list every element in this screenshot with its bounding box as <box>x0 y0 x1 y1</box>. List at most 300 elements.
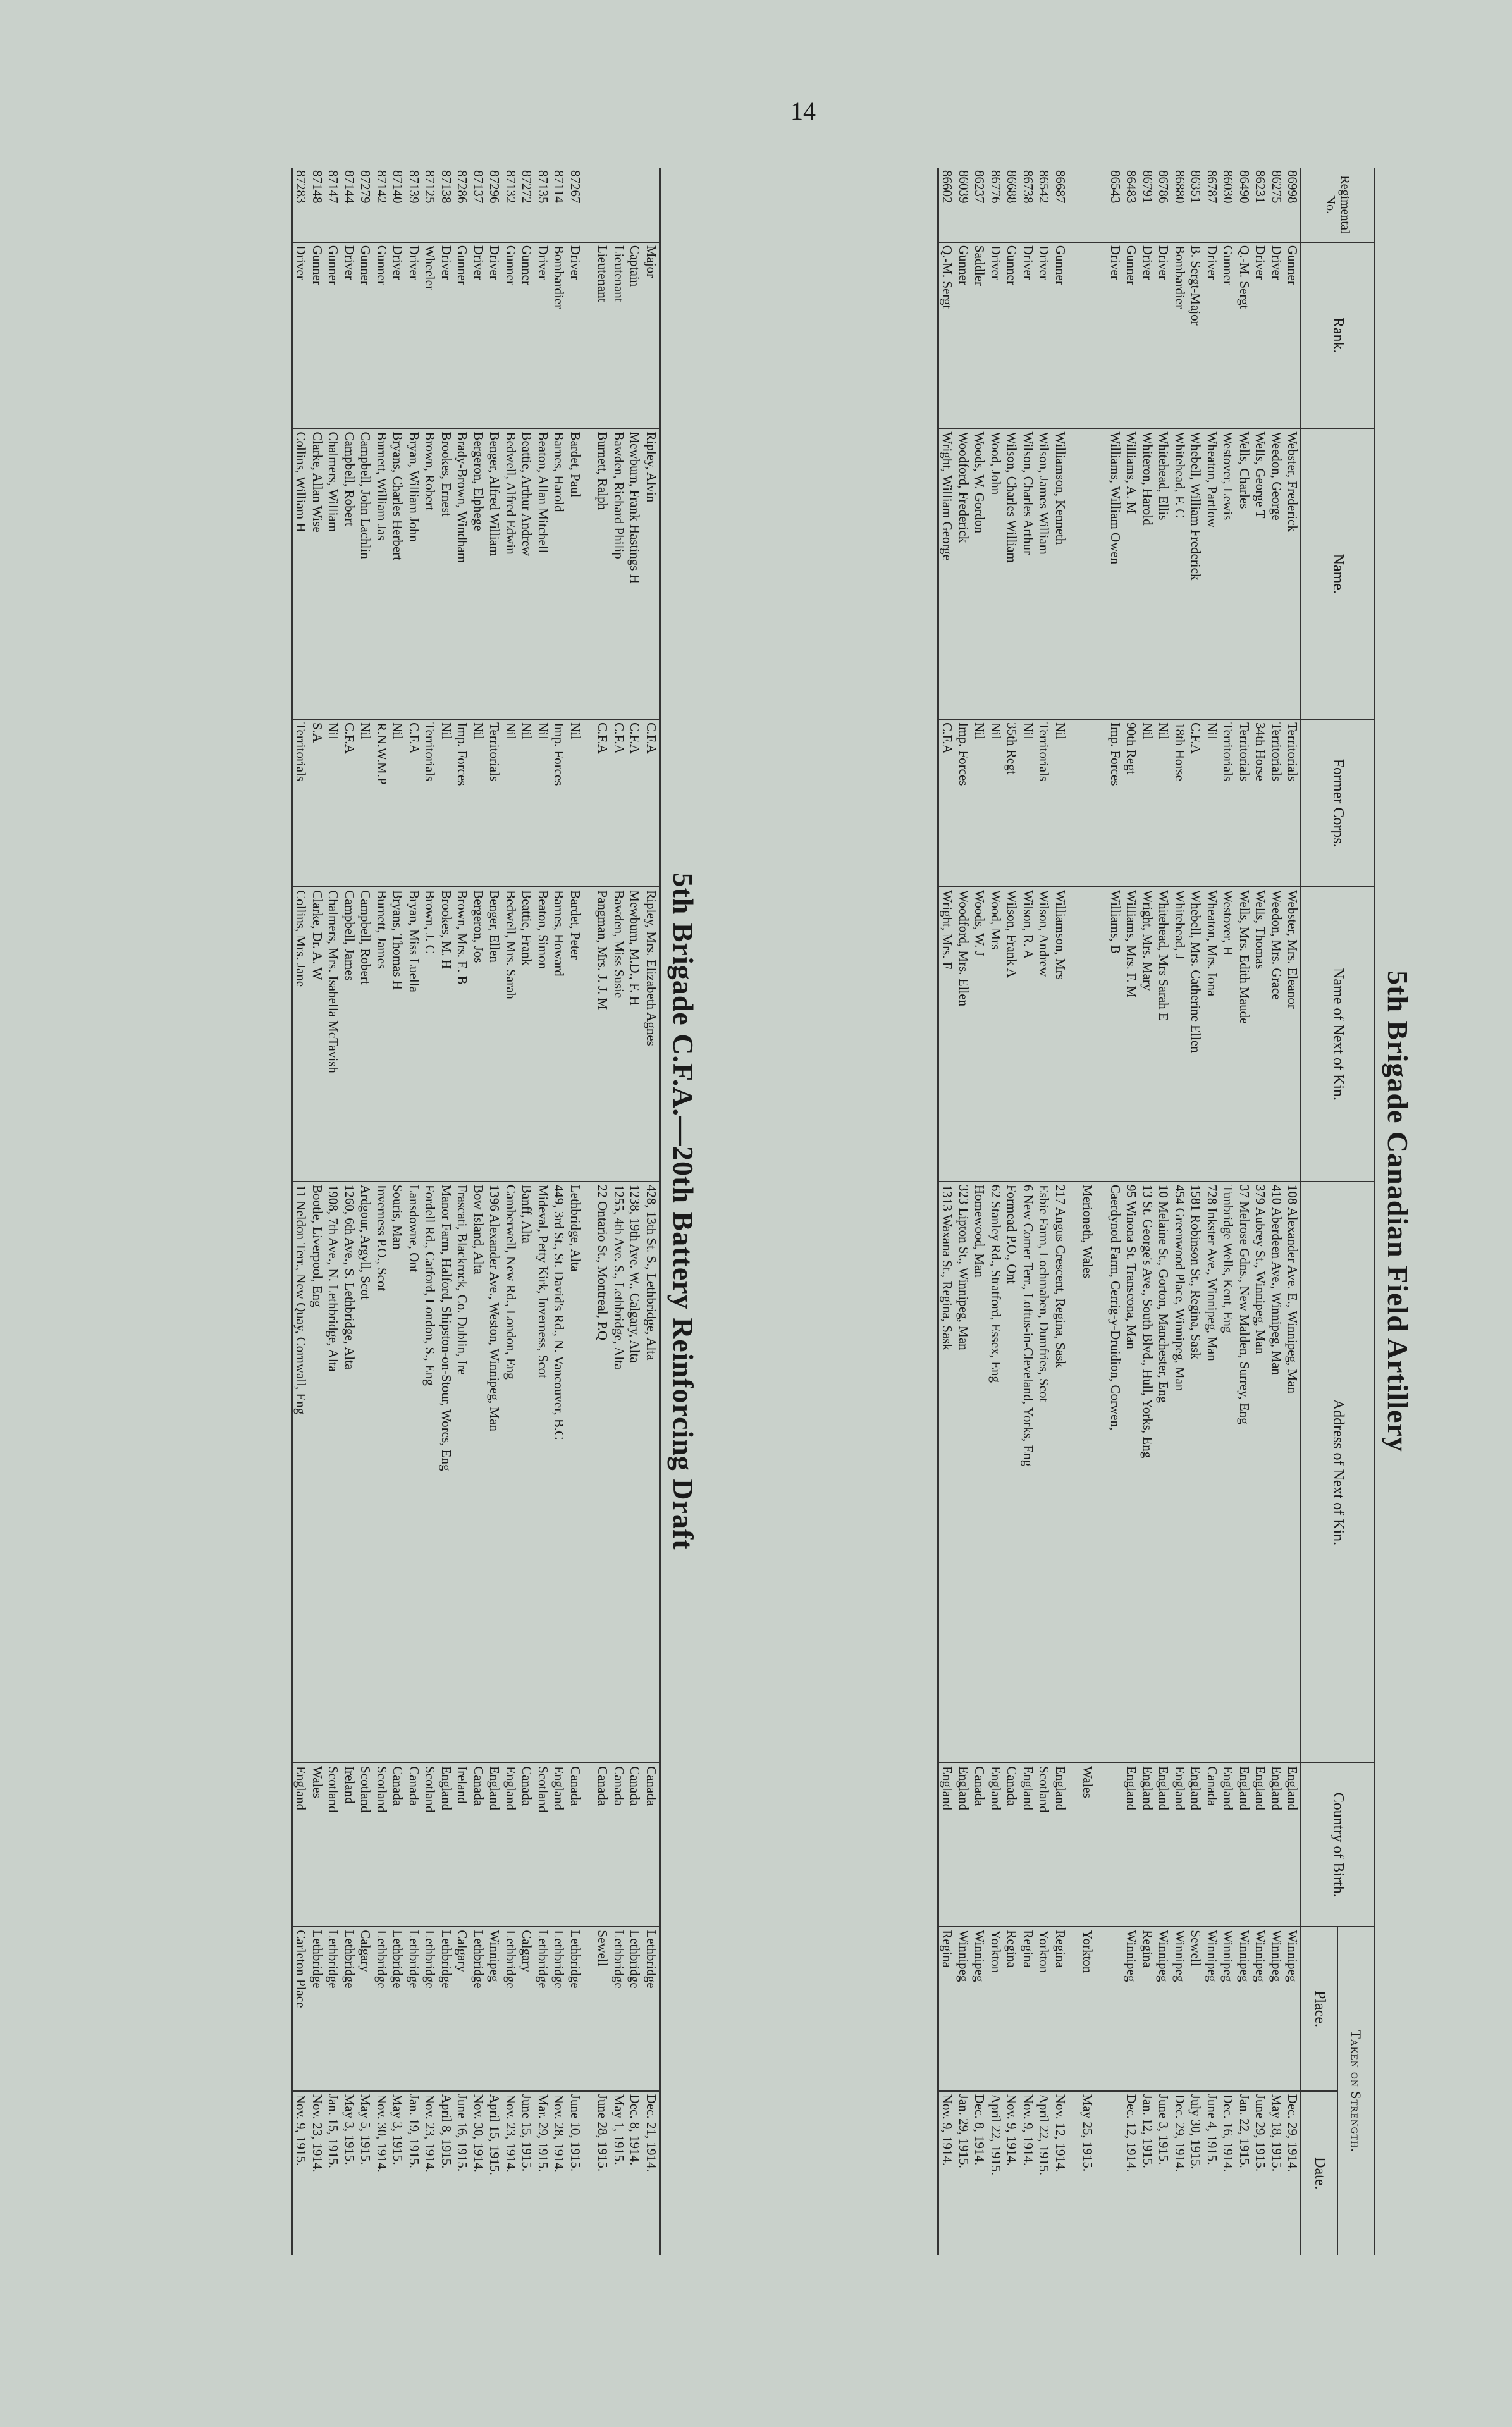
cell-date: April 8, 1915. <box>438 2091 455 2255</box>
spacer-cell <box>1096 168 1107 242</box>
header-place: Place. <box>1301 1927 1338 2090</box>
cell-address: Manor Farm, Halford, Shipston-on-Stour, Worcs, Eng <box>438 1182 455 1763</box>
cell-former-corps: C.F.A <box>643 719 660 887</box>
cell-country: England <box>1236 1763 1253 1927</box>
cell-country: England <box>988 1763 1004 1927</box>
table-row <box>1284 168 1301 2255</box>
cell-date: Nov. 23, 1914. <box>503 2091 519 2255</box>
cell-regimental-no: 87144 <box>342 170 357 204</box>
table-row <box>594 168 611 2255</box>
cell-next-of-kin: Barnes, Howard <box>551 887 567 1182</box>
cell-place: Regina <box>938 1927 956 2090</box>
cell-date: June 3, 1915. <box>1155 2091 1172 2255</box>
cell-next-of-kin: Wilson, R. A <box>1020 887 1036 1182</box>
cell-next-of-kin: Bryan, Miss Luella <box>406 887 422 1182</box>
cell-place: Winnipeg <box>1123 1927 1140 2090</box>
cell-regimental-no: 86787 <box>1205 170 1220 204</box>
cell-next-of-kin: Westover, H <box>1220 887 1236 1182</box>
cell-rank <box>1079 242 1096 429</box>
cell-country: Wales <box>1079 1763 1096 1927</box>
table-row <box>390 168 406 2255</box>
table-row <box>292 168 309 2255</box>
cell-country <box>1107 1763 1124 1927</box>
section-2 <box>291 168 705 2255</box>
cell-place: Carleton Place <box>292 1927 309 2090</box>
cell-country: Canada <box>1204 1763 1220 1927</box>
table-row <box>1204 168 1220 2255</box>
cell-address: 449, 3rd St., St. David's Rd., N. Vancouver, B.C <box>551 1182 567 1763</box>
cell-address: Formead P.O., Ont <box>1004 1182 1020 1763</box>
spacer-cell <box>1096 2091 1107 2255</box>
spacer-cell <box>1096 1927 1107 2090</box>
table-row <box>1140 168 1156 2255</box>
spacer-cell <box>1068 168 1079 242</box>
cell-date: June 16, 1915. <box>454 2091 470 2255</box>
cell-rank: Gunner <box>1220 242 1236 429</box>
cell-rank: Driver <box>1036 242 1052 429</box>
cell-country: Ireland <box>341 1763 358 1927</box>
cell-address: 1581 Robinson St., Regina, Sask <box>1188 1182 1204 1763</box>
header-next-of-kin: Name of Next of Kin. <box>1301 887 1375 1182</box>
cell-former-corps: Nil <box>325 719 341 887</box>
cell-address: 62 Stanley Rd., Stratford, Essex, Eng <box>988 1182 1004 1763</box>
cell-former-corps: Territorials <box>1269 719 1285 887</box>
spacer-cell <box>1068 242 1079 429</box>
header-country: Country of Birth. <box>1301 1763 1375 1927</box>
cell-place: Regina <box>1004 1927 1020 2090</box>
cell-place: Regina <box>1140 1927 1156 2090</box>
table-row <box>503 168 519 2255</box>
cell-name: Chalmers, William <box>325 428 341 719</box>
table-row <box>1155 168 1172 2255</box>
cell-country: England <box>1140 1763 1156 1927</box>
cell-regimental-no: 87114 <box>551 170 567 203</box>
spacer-cell <box>1096 428 1107 719</box>
cell-date: May 3, 1915. <box>341 2091 358 2255</box>
cell-place: Winnipeg <box>956 1927 972 2090</box>
header-regimental-no: Regimental No. <box>1301 168 1375 242</box>
cell-date: April 15, 1915. <box>486 2091 503 2255</box>
cell-address: Souris, Man <box>390 1182 406 1763</box>
cell-regimental-no: 87283 <box>293 170 309 204</box>
cell-regimental-no: 86786 <box>1156 170 1172 204</box>
cell-next-of-kin: Collins, Mrs. Jane <box>292 887 309 1182</box>
cell-regimental-no: 87137 <box>471 170 486 204</box>
cell-regimental-no <box>643 168 660 242</box>
cell-place: Winnipeg <box>1220 1927 1236 2090</box>
header-taken-on-strength: Taken on Strength. <box>1338 1927 1375 2255</box>
cell-name: Bardet, Paul <box>567 428 584 719</box>
table-row <box>1036 168 1052 2255</box>
cell-date: Dec. 12, 1914. <box>1123 2091 1140 2255</box>
spacer-cell <box>1096 1182 1107 1763</box>
header-rank: Rank. <box>1301 242 1375 429</box>
spacer-cell <box>583 1182 594 1763</box>
cell-address: 1908, 7th Ave., N. Lethbridge, Alta <box>325 1182 341 1763</box>
rotated-sheet <box>281 168 1420 2255</box>
spacer-cell <box>1068 2091 1079 2255</box>
cell-date: Jan. 19, 1915. <box>406 2091 422 2255</box>
cell-next-of-kin: Wilson, Andrew <box>1036 887 1052 1182</box>
cell-rank: B. Sergt-Major <box>1188 242 1204 429</box>
cell-regimental-no: 87139 <box>407 170 422 204</box>
spacer-cell <box>583 242 594 429</box>
cell-rank: Captain <box>627 242 643 429</box>
spacer-cell <box>583 428 594 719</box>
cell-date: Nov. 23, 1914. <box>422 2091 438 2255</box>
cell-place: Lethbridge <box>325 1927 341 2090</box>
cell-address: 11 Neldon Terr., New Quay, Cornwall, Eng <box>292 1182 309 1763</box>
cell-country: England <box>1020 1763 1036 1927</box>
cell-rank: Driver <box>341 242 358 429</box>
table-row <box>1020 168 1036 2255</box>
cell-rank: Driver <box>567 242 584 429</box>
cell-place: Lethbridge <box>309 1927 326 2090</box>
cell-address: Esbie Farm, Lochmaben, Dumfries, Scot <box>1036 1182 1052 1763</box>
cell-former-corps: Nil <box>1140 719 1156 887</box>
cell-place: Lethbridge <box>643 1927 660 2090</box>
cell-country: England <box>1155 1763 1172 1927</box>
spacer-cell <box>583 1763 594 1927</box>
cell-rank: Major <box>643 242 660 429</box>
cell-name: Whitehead, Ellis <box>1155 428 1172 719</box>
cell-date: June 15, 1915. <box>519 2091 535 2255</box>
cell-country: England <box>1172 1763 1188 1927</box>
cell-country: Scotland <box>357 1763 374 1927</box>
cell-rank: Gunner <box>454 242 470 429</box>
table-row <box>1004 168 1020 2255</box>
cell-rank: Driver <box>1107 242 1124 429</box>
cell-country: Canada <box>594 1763 611 1927</box>
cell-place: Winnipeg <box>1155 1927 1172 2090</box>
cell-rank: Driver <box>1269 242 1285 429</box>
cell-name: Wright, William George <box>938 428 956 719</box>
spacer-cell <box>583 1927 594 2090</box>
cell-address: 1396 Alexander Ave., Weston, Winnipeg, Man <box>486 1182 503 1763</box>
cell-rank: Q.-M. Sergt <box>938 242 956 429</box>
cell-next-of-kin: Campbell, Robert <box>357 887 374 1182</box>
cell-rank: Lieutenant <box>594 242 611 429</box>
cell-country: Scotland <box>374 1763 390 1927</box>
cell-country: Canada <box>643 1763 660 1927</box>
spacer-cell <box>1068 719 1079 887</box>
cell-date: Jan. 22, 1915. <box>1236 2091 1253 2255</box>
cell-regimental-no: 86275 <box>1269 170 1284 204</box>
cell-name: Bedwell, Alfred Edwin <box>503 428 519 719</box>
cell-place: Winnipeg <box>1236 1927 1253 2090</box>
cell-name: Williams, A. M <box>1123 428 1140 719</box>
cell-date: Dec. 8, 1914. <box>627 2091 643 2255</box>
cell-next-of-kin: Brookes, M. H <box>438 887 455 1182</box>
cell-date: June 28, 1915. <box>594 2091 611 2255</box>
cell-date: June 10, 1915. <box>567 2091 584 2255</box>
cell-former-corps: Territorials <box>486 719 503 887</box>
cell-place: Lethbridge <box>406 1927 422 2090</box>
cell-place: Yorkton <box>988 1927 1004 2090</box>
cell-regimental-no: 87147 <box>326 170 341 204</box>
cell-rank: Gunner <box>374 242 390 429</box>
cell-next-of-kin: Whitehead, J <box>1172 887 1188 1182</box>
cell-name: Wilson, Charles Arthur <box>1020 428 1036 719</box>
cell-place: Yorkton <box>1079 1927 1096 2090</box>
table-row <box>988 168 1004 2255</box>
cell-place: Lethbridge <box>627 1927 643 2090</box>
cell-former-corps: Nil <box>971 719 988 887</box>
cell-address: Camberwell, New Rd., London, Eng <box>503 1182 519 1763</box>
cell-name: Woodford, Frederick <box>956 428 972 719</box>
cell-address: 1255, 4th Ave. S., Lethbridge, Alta <box>611 1182 627 1763</box>
cell-date: Nov. 9, 1914. <box>1020 2091 1036 2255</box>
cell-name: Beaton, Allan Mitchell <box>535 428 551 719</box>
cell-next-of-kin: Brown, Mrs. E. B <box>454 887 470 1182</box>
cell-rank: Driver <box>1155 242 1172 429</box>
cell-place: Lethbridge <box>341 1927 358 2090</box>
cell-former-corps: C.F.A <box>1188 719 1204 887</box>
cell-rank: Gunner <box>503 242 519 429</box>
cell-name: Whebell, William Frederick <box>1188 428 1204 719</box>
cell-address: Inverness P.O., Scot <box>374 1182 390 1763</box>
table-row <box>1172 168 1188 2255</box>
cell-date: Nov. 28, 1914. <box>551 2091 567 2255</box>
cell-regimental-no: 86687 <box>1053 170 1068 204</box>
spacer-cell <box>1068 1763 1079 1927</box>
header-date: Date. <box>1301 2091 1338 2255</box>
section-2-title: 5th Brigade C.F.A.—20th Battery Reinforcing Draft <box>667 872 699 1550</box>
header-former-corps: Former Corps. <box>1301 719 1375 887</box>
cell-next-of-kin: Whebell, Mrs. Catherine Ellen <box>1188 887 1204 1182</box>
cell-rank: Driver <box>1140 242 1156 429</box>
cell-rank: Gunner <box>956 242 972 429</box>
cell-country: England <box>551 1763 567 1927</box>
cell-date: Dec. 21, 1914. <box>643 2091 660 2255</box>
cell-next-of-kin: Chalmers, Mrs. Isabella McTavish <box>325 887 341 1182</box>
cell-former-corps: Nil <box>390 719 406 887</box>
cell-date: April 22, 1915. <box>988 2091 1004 2255</box>
cell-former-corps: Nil <box>988 719 1004 887</box>
cell-date: Nov. 30, 1914. <box>374 2091 390 2255</box>
cell-regimental-no: 87296 <box>487 170 503 204</box>
table-row <box>357 168 374 2255</box>
cell-regimental-no: 86688 <box>1004 170 1020 204</box>
cell-next-of-kin: Wright, Mrs. Mary <box>1140 887 1156 1182</box>
cell-country: Wales <box>309 1763 326 1927</box>
cell-former-corps: Imp. Forces <box>454 719 470 887</box>
cell-place: Lethbridge <box>567 1927 584 2090</box>
cell-regimental-no: 86237 <box>972 170 988 204</box>
cell-date: Nov. 23, 1914. <box>309 2091 326 2255</box>
cell-name: Wells, Charles <box>1236 428 1253 719</box>
cell-date: June 29, 1915. <box>1252 2091 1269 2255</box>
cell-country: Canada <box>406 1763 422 1927</box>
cell-date: Mar. 29, 1915. <box>535 2091 551 2255</box>
cell-former-corps: C.F.A <box>406 719 422 887</box>
cell-address: 428, 13th St. S., Lethbridge, Alta <box>643 1182 660 1763</box>
spacer-cell <box>1096 242 1107 429</box>
cell-country: England <box>956 1763 972 1927</box>
cell-address: 323 Lipton St., Winnipeg, Man <box>956 1182 972 1763</box>
cell-address: Mideval, Petty Kirk, Inverness, Scot <box>535 1182 551 1763</box>
cell-regimental-no: 86791 <box>1140 170 1155 204</box>
cell-former-corps: Imp. Forces <box>956 719 972 887</box>
cell-former-corps: Nil <box>1020 719 1036 887</box>
cell-regimental-no: 87148 <box>310 170 325 204</box>
cell-rank: Driver <box>1252 242 1269 429</box>
cell-date: Dec. 16, 1914. <box>1220 2091 1236 2255</box>
cell-regimental-no: 87140 <box>390 170 406 204</box>
table-row <box>1269 168 1285 2255</box>
cell-address: 108 Alexander Ave. E., Winnipeg, Man <box>1284 1182 1301 1763</box>
cell-former-corps: Territorials <box>422 719 438 887</box>
table-row <box>971 168 988 2255</box>
cell-name: Mewburn, Frank Hastings H <box>627 428 643 719</box>
cell-next-of-kin: Campbell, James <box>341 887 358 1182</box>
cell-address: 217 Angus Crescent, Regina, Sask <box>1052 1182 1069 1763</box>
cell-next-of-kin: Bergeron, Jos <box>470 887 487 1182</box>
cell-regimental-no <box>611 168 627 242</box>
cell-country: Canada <box>627 1763 643 1927</box>
spacer-cell <box>583 719 594 887</box>
cell-next-of-kin: Williams, Mrs. F. M <box>1123 887 1140 1182</box>
cell-regimental-no: 87135 <box>536 170 551 204</box>
cell-name: Clarke, Allan Wise <box>309 428 326 719</box>
cell-next-of-kin: Clarke, Dr. A. W <box>309 887 326 1182</box>
cell-country: Canada <box>611 1763 627 1927</box>
cell-next-of-kin: Pangman, Mrs. J. J. M <box>594 887 611 1182</box>
cell-rank: Driver <box>486 242 503 429</box>
spacer-cell <box>1096 1763 1107 1927</box>
cell-former-corps: Nil <box>519 719 535 887</box>
cell-address: 10 Melaine St., Gorton, Manchester, Eng <box>1155 1182 1172 1763</box>
cell-rank: Gunner <box>325 242 341 429</box>
cell-former-corps: Nil <box>357 719 374 887</box>
section-1-title: 5th Brigade Canadian Field Artillery <box>1382 970 1414 1452</box>
cell-address: Merioneth, Wales <box>1079 1182 1096 1763</box>
cell-rank: Q.-M. Sergt <box>1236 242 1253 429</box>
cell-place: Winnipeg <box>1269 1927 1285 2090</box>
cell-country: Scotland <box>422 1763 438 1927</box>
spacer-cell <box>1096 887 1107 1182</box>
cell-place: Lethbridge <box>611 1927 627 2090</box>
cell-address: 6 New Comer Terr., Loftus-in-Cleveland, Yorks, Eng <box>1020 1182 1036 1763</box>
cell-name: Westover, Lewis <box>1220 428 1236 719</box>
cell-date: Nov. 9, 1915. <box>292 2091 309 2255</box>
cell-date: July 30, 1915. <box>1188 2091 1204 2255</box>
cell-address: 454 Greenwood Place, Winnipeg, Man <box>1172 1182 1188 1763</box>
cell-date: Jan. 12, 1915. <box>1140 2091 1156 2255</box>
cell-name: Wilson, Charles William <box>1004 428 1020 719</box>
table-row <box>454 168 470 2255</box>
cell-rank: Driver <box>438 242 455 429</box>
table-row <box>309 168 326 2255</box>
cell-next-of-kin: Brown, J. C <box>422 887 438 1182</box>
spacer-cell <box>583 2091 594 2255</box>
cell-name <box>1079 428 1096 719</box>
section-1 <box>937 168 1420 2255</box>
cell-former-corps: Nil <box>1155 719 1172 887</box>
cell-name: Brady-Brown, Windham <box>454 428 470 719</box>
cell-place: Calgary <box>519 1927 535 2090</box>
cell-country: England <box>503 1763 519 1927</box>
table-row <box>519 168 535 2255</box>
cell-address: 1238, 19th Ave. W., Calgary, Alta <box>627 1182 643 1763</box>
cell-country: Scotland <box>535 1763 551 1927</box>
cell-place: Lethbridge <box>551 1927 567 2090</box>
spacer-cell <box>583 887 594 1182</box>
cell-former-corps: C.F.A <box>627 719 643 887</box>
cell-address: 410 Aberdeen Ave., Winnipeg, Man <box>1269 1182 1285 1763</box>
cell-place: Lethbridge <box>503 1927 519 2090</box>
cell-place: Lethbridge <box>390 1927 406 2090</box>
table-row <box>406 168 422 2255</box>
cell-address: Bootle, Liverpool, Eng <box>309 1182 326 1763</box>
cell-former-corps: C.F.A <box>594 719 611 887</box>
section-1-table <box>937 168 1375 2255</box>
cell-country: Canada <box>567 1763 584 1927</box>
table-row <box>611 168 627 2255</box>
cell-regimental-no <box>627 168 643 242</box>
table-row <box>567 168 584 2255</box>
cell-place: Winnipeg <box>1204 1927 1220 2090</box>
cell-rank: Driver <box>390 242 406 429</box>
cell-rank: Gunner <box>357 242 374 429</box>
cell-former-corps: C.F.A <box>341 719 358 887</box>
cell-regimental-no: 87132 <box>503 170 519 204</box>
cell-name: Beattie, Arthur Andrew <box>519 428 535 719</box>
cell-former-corps: Nil <box>535 719 551 887</box>
cell-former-corps: Nil <box>503 719 519 887</box>
cell-country: England <box>938 1763 956 1927</box>
cell-regimental-no: 86602 <box>940 170 956 204</box>
cell-rank: Gunner <box>309 242 326 429</box>
cell-next-of-kin: Wood, Mrs <box>988 887 1004 1182</box>
cell-next-of-kin: Williams, B <box>1107 887 1124 1182</box>
cell-address: Lethbridge, Alta <box>567 1182 584 1763</box>
cell-rank: Lieutenant <box>611 242 627 429</box>
table-row <box>438 168 455 2255</box>
cell-regimental-no: 87286 <box>455 170 470 204</box>
table-row <box>627 168 643 2255</box>
cell-next-of-kin: Burnett, James <box>374 887 390 1182</box>
cell-address: 22 Ontario St., Montreal, P.Q <box>594 1182 611 1763</box>
cell-name: Woods, W. Gordon <box>971 428 988 719</box>
cell-country: England <box>1269 1763 1285 1927</box>
table-row <box>1188 168 1204 2255</box>
table-row <box>486 168 503 2255</box>
table-row <box>1220 168 1236 2255</box>
cell-regimental-no: 86351 <box>1188 170 1204 204</box>
cell-date: Dec. 29, 1914. <box>1172 2091 1188 2255</box>
cell-date: Nov. 9, 1914. <box>1004 2091 1020 2255</box>
cell-name: Brookes, Ernest <box>438 428 455 719</box>
cell-address: 1260, 6th Ave., S. Lethbridge, Alta <box>341 1182 358 1763</box>
cell-date: May 3, 1915. <box>390 2091 406 2255</box>
cell-place: Winnipeg <box>486 1927 503 2090</box>
cell-regimental-no: 87272 <box>519 170 535 204</box>
spacer-cell <box>583 168 594 242</box>
cell-country: Canada <box>1004 1763 1020 1927</box>
table-row <box>325 168 341 2255</box>
cell-regimental-no: 87138 <box>439 170 454 204</box>
cell-place: Winnipeg <box>971 1927 988 2090</box>
cell-country: England <box>1052 1763 1069 1927</box>
cell-rank: Driver <box>988 242 1004 429</box>
cell-regimental-no: 87279 <box>358 170 374 204</box>
cell-former-corps: R.N.W.M.P <box>374 719 390 887</box>
header-name: Name. <box>1301 428 1375 719</box>
cell-name: Williamson, Kenneth <box>1052 428 1069 719</box>
cell-former-corps: Territorials <box>292 719 309 887</box>
cell-name: Brown, Robert <box>422 428 438 719</box>
